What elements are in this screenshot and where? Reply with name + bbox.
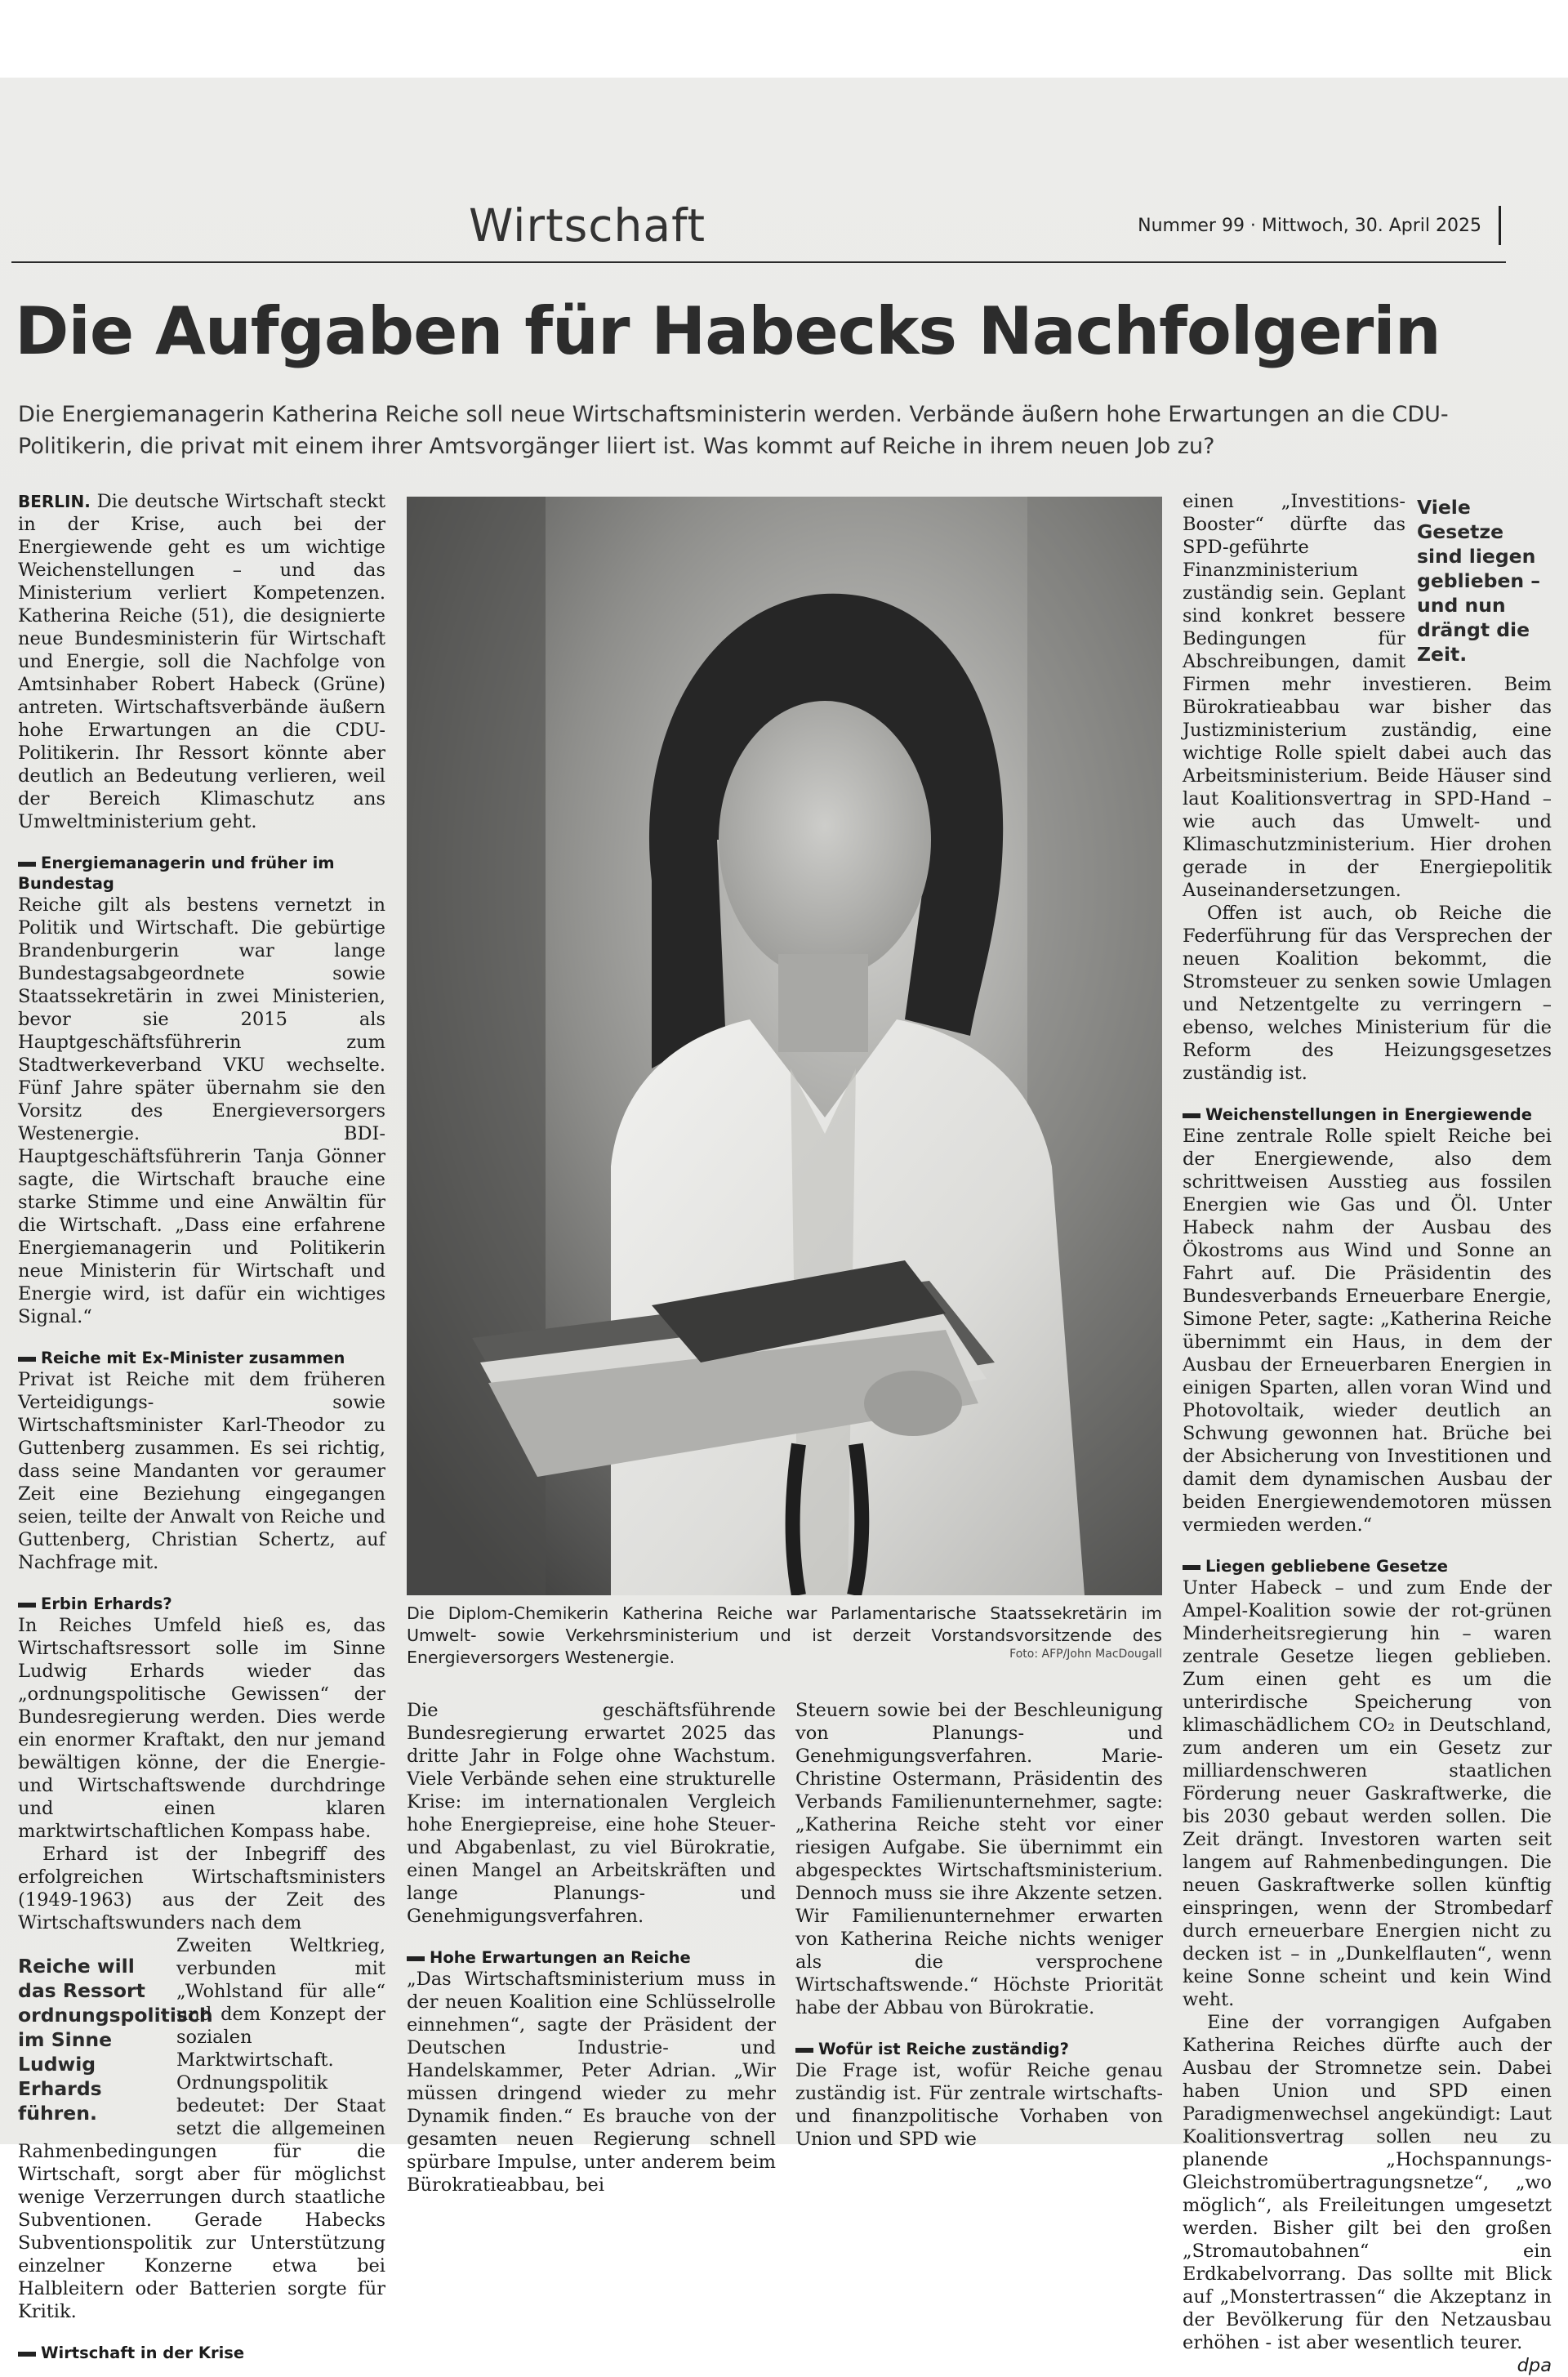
column-4 [1183, 490, 1552, 2377]
paragraph-erbin-1: In Reiches Umfeld hieß es, das Wirtschaftsressort solle im Sinne Ludwig Erhards wieder das „ordnungspolitische Gewissen“ der Bundesregierung werden. Dies werde ein enormer Kraftakt, den nur jemand bewältigen könne, der die Energie- und Wirtschaftswende durchdringe und einen klaren marktwirtschaftlichen Kompass habe. [18, 1615, 385, 1842]
column-1 [18, 490, 385, 2363]
intro-paragraph [18, 490, 385, 833]
paragraph-energiemanagerin: Reiche gilt als bestens vernetzt in Politik und Wirtschaft. Die gebürtige Brandenburgerin war lange Bundestagsabgeordnete sowie Staatssekretärin in zwei Ministerien, bevor sie 2015 als Hauptgeschäftsführerin zum Stadtwerkeverband VKU wechselte. Fünf Jahre später übernahm sie den Vorsitz des Energieversorgers Westenergie. BDI-Hauptgeschäftsführerin Tanja Gönner sagte, die Wirtschaft brauche eine starke Stimme und eine Anwältin für die Wirtschaft. „Dass eine erfahrene Energiemanagerin und Politikerin neue Ministerin für Wirtschaft und Energie wird, ist dafür ein wichtiges Signal.“ [18, 894, 385, 1327]
subheading-energiemanagerin: Energiemanagerin und früher im Bundestag [18, 853, 385, 894]
subheadline: Die Energiemanagerin Katherina Reiche soll neue Wirtschaftsministerin werden. Verbände äußern hohe Erwartungen an die CDU-Politikerin, die privat mit einem ihrer Amtsvorgänger liiert ist. Was kommt auf Reiche in ihrem neuen Job zu? [18, 402, 1449, 459]
paragraph-krise: Die geschäftsführende Bundesregierung erwartet 2025 das dritte Jahr in Folge ohne Wachstum. Viele Verbände sehen eine strukturelle Krise: im internationalen Vergleich hohe Energiepreise, eine hohe Steuer- und Abgabenlast, zu viel Bürokratie, einen Mangel an Arbeitskräften und lange Planungs- und Genehmigungsverfahren. [407, 1700, 776, 1927]
paragraph-netze: Eine der vorrangigen Aufgaben Katherina Reiches dürfte auch der Ausbau der Stromnetze sein. Dabei haben Union und SPD einen Paradigmenwechsel angekündigt: Laut Koalitionsvertrag sollen neu zu planende „Hochspannungs-Gleichstromübertragungsnetze“, „wo möglich“, als Freileitungen umgesetzt werden. Bisher gilt bei den großen „Stromautobahnen“ ein Erdkabelvorrang. Das sollte mit Blick auf „Monstertrassen“ die Akzeptanz in der Bevölkerung für den Netzausbau erhöhen - ist aber wesentlich teurer. [1183, 2012, 1552, 2353]
pull-quote-left: Reiche will das Ressort ordnungspolitisch im Sinne Ludwig Erhards führen. [18, 1955, 213, 2125]
paragraph-zustaendig: Die Frage ist, wofür Reiche genau zuständig ist. Für zentrale wirtschafts- und finanzpolitische Vorhaben von Union und SPD wie [795, 2060, 1163, 2150]
headline: Die Aufgaben für Habecks Nachfolgerin [15, 293, 1441, 369]
photo-caption: Die Diplom-Chemikerin Katherina Reiche war Parlamentarische Staatssekretärin im Umwelt- sowie Verkehrsministerium und ist derzeit Vorstandsvorsitzende des Energieversorgers Westenergie. [407, 1603, 1162, 1667]
paragraph-weichen: Eine zentrale Rolle spielt Reiche bei der Energiewende, also dem schrittweisen Ausstieg aus fossilen Energien wie Gas und Öl. Unter Habeck nahm der Ausbau des Ökostroms aus Wind und Sonne an Fahrt auf. Die Präsidentin des Bundesverbands Erneuerbare Energie, Simone Peter, sagte: „Katherina Reiche übernimmt ein Haus, in dem der Ausbau der Erneuerbaren Energien in einigen Sparten, allen voran Wind und Photovoltaik, wieder deutlich an Schwung gewonnen hat. Brüche bei der Absicherung von Investitionen und damit dem dynamischen Ausbau der beiden Energiewendemotoren müssen vermieden werden.“ [1183, 1126, 1552, 1536]
section-title: Wirtschaft [469, 199, 706, 252]
paragraph-erbin-2a: Erhard ist der Inbegriff des erfolgreichen Wirtschaftsministers (1949-1963) aus der Zeit des Wirtschaftswunders nach dem [18, 1844, 385, 1933]
subheading-krise: Wirtschaft in der Krise [18, 2343, 385, 2363]
pull-quote-right: Viele Gesetze sind liegen geblieben – und nun drängt die Zeit. [1417, 496, 1541, 666]
section-header [11, 196, 1506, 263]
issue-info: Nummer 99 · Mittwoch, 30. April 2025 [1138, 216, 1481, 236]
portrait-illustration [407, 497, 1162, 1595]
column-3 [795, 1699, 1163, 2151]
subheading-exminister: Reiche mit Ex-Minister zusammen [18, 1348, 385, 1368]
agency-signature: dpa [1517, 2355, 1552, 2376]
paragraph-steuern: Steuern sowie bei der Beschleunigung von Planungs- und Genehmigungsverfahren. Marie-Christine Ostermann, Präsidentin des Verbands Familienunternehmer, sagte: „Katherina Reiche steht vor einer riesigen Aufgabe. Sie übernimmt ein abgespecktes Wirtschaftsministerium. Dennoch muss sie ihre Akzente setzen. Wir Familienunternehmer erwarten von Katherina Reiche nichts weniger als die versprochene Wirtschaftswende.“ Höchste Priorität habe der Abbau von Bürokratie. [795, 1700, 1163, 2018]
intro-text: Die deutsche Wirtschaft steckt in der Krise, auch bei der Energiewende geht es um wichtige Weichenstellungen – und das Ministerium verliert Kompetenzen. Katherina Reiche (51), die designierte neue Bundesministerin für Wirtschaft und Energie, soll die Nachfolge von Amtsinhaber Robert Habeck (Grüne) antreten. Wirtschaftsverbände äußern hohe Erwartungen an die CDU-Politikerin. Ihr Ressort könnte aber deutlich an Bedeutung verlieren, weil der Bereich Klimaschutz ans Umweltministerium geht. [18, 491, 386, 832]
photo-credit: Foto: AFP/John MacDougall [1009, 1648, 1162, 1661]
paragraph-gesetze: Unter Habeck – und zum Ende der Ampel-Koalition sowie der rot-grünen Minderheitsregierung hin – waren zentrale Gesetze liegen geblieben. Zum einen geht es um die unterirdische Speicherung von klimaschädlichem CO₂ in Deutschland, zum anderen um ein Gesetz zur milliardenschweren staatlichen Förderung neuer Gaskraftwerke, die bis 2030 gebaut werden sollen. Die Zeit drängt. Investoren warten seit langem auf Rahmenbedingungen. Die neuen Gaskraftwerke sollen künftig einspringen, wenn der Strombedarf durch erneuerbare Energien nicht zu decken ist – in „Dunkelflauten“, wenn keine Sonne scheint und kein Wind weht. [1183, 1577, 1552, 2010]
column-2 [407, 1699, 776, 2196]
paragraph-booster: einen „Investitions-Booster“ dürfte das SPD-geführte Finanzministerium zuständig sein. Geplant sind konkret bessere Bedingungen für Abschreibungen, damit Firmen mehr investieren. Beim Bürokratieabbau war bisher das Justizministerium zuständig, eine wichtige Rolle spielt dabei auch das Arbeitsministerium. Beide Häuser sind laut Koalitionsvertrag in SPD-Hand – wie auch das Umwelt- und Klimaschutzministerium. Hier drohen gerade in der Energiepolitik Auseinandersetzungen. [1183, 491, 1552, 901]
subheading-weichen: Weichenstellungen in Energiewende [1183, 1104, 1552, 1125]
dateline: BERLIN. [18, 492, 91, 511]
header-rule [1499, 206, 1501, 245]
subheading-gesetze: Liegen gebliebene Gesetze [1183, 1556, 1552, 1576]
subheading-erwartungen: Hohe Erwartungen an Reiche [407, 1947, 776, 1968]
paragraph-erbin-2b: Zweiten Weltkrieg, verbunden mit „Wohlstand für alle“ und dem Konzept der sozialen Marktwirtschaft. Ordnungspolitik bedeutet: Der Staat setzt die allgemeinen Rahmenbedingungen für die Wirtschaft, sorgt aber für möglichst wenige Verzerrungen durch staatliche Subventionen. Gerade Habecks Subventionspolitik zur Unterstützung einzelner Konzerne etwa bei Halbleitern oder Batterien sorgte für Kritik. [18, 1935, 385, 2322]
paragraph-offen: Offen ist auch, ob Reiche die Federführung für das Versprechen der neuen Koalition bekommt, die Stromsteuer zu senken sowie Umlagen und Netzentgelte zu verringern – ebenso, welches Ministerium für die Reform des Heizungsgesetzes zuständig ist. [1183, 903, 1552, 1084]
portrait-photo [407, 497, 1162, 1595]
subheading-erbin: Erbin Erhards? [18, 1594, 385, 1614]
paragraph-exminister: Privat ist Reiche mit dem früheren Verteidigungs- sowie Wirtschaftsminister Karl-Theodor zu Guttenberg zusammen. Es sei richtig, dass seine Mandanten vor geraumer Zeit eine Beziehung eingegangen seien, teilte der Anwalt von Reiche und Guttenberg, Christian Schertz, auf Nachfrage mit. [18, 1369, 385, 1573]
paragraph-erwartungen: „Das Wirtschaftsministerium muss in der neuen Koalition eine Schlüsselrolle einnehmen“, sagte der Präsident der Deutschen Industrie- und Handelskammer, Peter Adrian. „Wir müssen dringend wieder zu mehr Dynamik finden.“ Es brauche von der gesamten neuen Regierung schnell spürbare Impulse, unter anderem beim Bürokratieabbau, bei [407, 1969, 776, 2196]
subheading-zustaendig: Wofür ist Reiche zuständig? [795, 2039, 1163, 2059]
